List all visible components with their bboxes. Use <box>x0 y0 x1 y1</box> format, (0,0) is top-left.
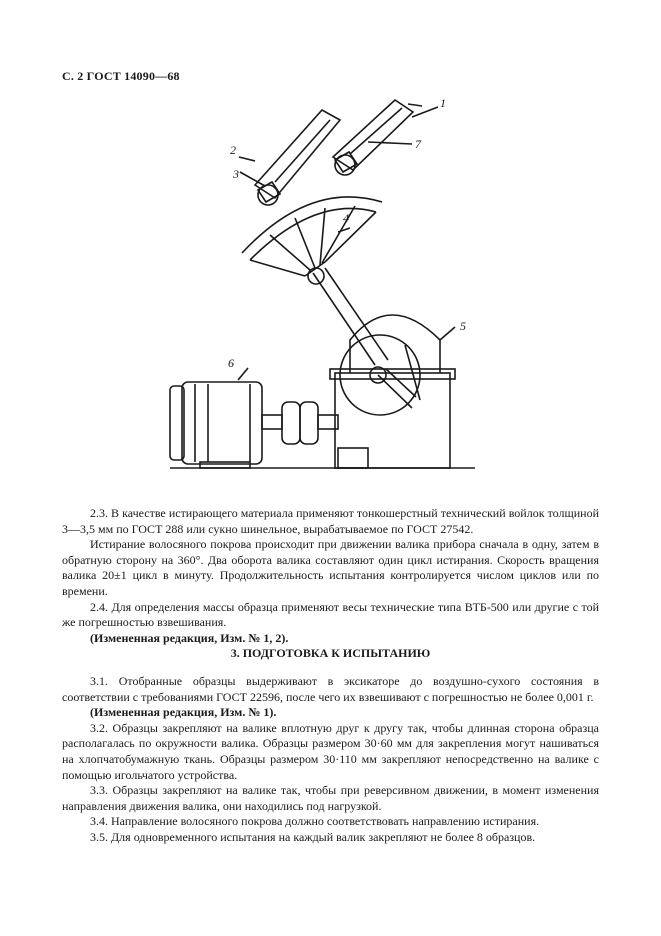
apparatus-diagram <box>150 90 480 490</box>
label-3: 3 <box>233 167 239 181</box>
roller-left <box>255 110 340 205</box>
amendment-note-3: (Измененная редакция, Изм. № 1). <box>90 705 277 720</box>
label-7: 7 <box>415 137 421 151</box>
label-2: 2 <box>230 143 236 157</box>
paragraph-abrasion: Истирание волосяного покрова происходит при движении валика прибора сначала в одну, затем в обратную сторону на 360°. Два оборота валика составляют один цикл истирания. Скорость вращения валика 20±1 цикл в минуту. Продолжительность испытания контролируется числом циклов или по времени. <box>62 537 599 598</box>
roller-right <box>333 100 422 175</box>
label-5: 5 <box>460 319 466 333</box>
label-6: 6 <box>228 356 234 370</box>
amendment-note-2: (Измененная редакция, Изм. № 1, 2). <box>90 630 289 645</box>
section-2-text <box>62 506 599 646</box>
section-3-title: 3. ПОДГОТОВКА К ИСПЫТАНИЮ <box>230 646 431 660</box>
paragraph-2-4: 2.4. Для определения массы образца применяют весы технические типа ВТБ-500 или другие с той же погрешностью взвешивания. <box>62 599 599 630</box>
apparatus-drawing <box>150 90 480 490</box>
paragraph-3-5: 3.5. Для одновременного испытания на каждый валик закрепляют не более 8 образцов. <box>90 829 536 844</box>
paragraph-2-3: 2.3. В качестве истирающего материала применяют тонкошерстный технический войлок толщиной 3—3,5 мм по ГОСТ 288 или сукно шинельное, вырабатываемое по ГОСТ 27542. <box>62 506 599 536</box>
page-header: С. 2 ГОСТ 14090—68 <box>62 69 180 83</box>
paragraph-3-2: 3.2. Образцы закрепляют на валике вплотную друг к другу так, чтобы длинная сторона образца располагалась по окружности валика. Образцы размером 30·60 мм для закрепления могут нашиваться на хлопчатобумажную ткань. Образцы размером 30·110 мм закрепляют непосредственно на валике с помощью игольчатого устройства. <box>62 720 599 782</box>
label-1: 1 <box>440 96 446 110</box>
section-3-text <box>62 674 599 846</box>
label-4: 4 <box>343 211 349 225</box>
sector-arc <box>242 197 382 253</box>
paragraph-3-1: 3.1. Отобранные образцы выдерживают в эксикаторе до воздушно-сухого состояния в соответствии с требованиями ГОСТ 22596, после чего их взвешивают с погрешностью не более 0,001 г. <box>62 674 599 704</box>
paragraph-3-4: 3.4. Направление волосяного покрова должно соответствовать направлению истирания. <box>90 814 540 829</box>
paragraph-3-3: 3.3. Образцы закрепляют на валике так, чтобы при реверсивном движении, в момент изменения направления движения валика, они находились под нагрузкой. <box>62 783 599 813</box>
gearbox-body <box>335 373 450 468</box>
